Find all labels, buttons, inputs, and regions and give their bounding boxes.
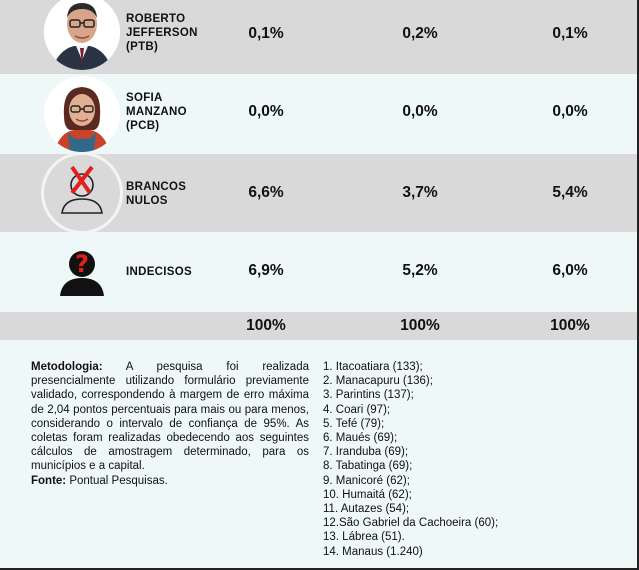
value-col-1: 0,1%	[248, 25, 284, 42]
methodology-text	[31, 360, 309, 488]
list-item: 3. Parintins (137);	[323, 389, 414, 402]
candidate-party: (PTB)	[126, 41, 159, 53]
candidate-party: (PCB)	[126, 120, 160, 132]
total-col-1: 100%	[246, 317, 286, 334]
list-item: 13. Lábrea (51).	[323, 531, 405, 544]
methodology-body: A pesquisa foi realizada presencialmente utilizando formulário previamente validado, correspondendo à margem de erro máxima de 2,04 pontos percentuais para mais ou para menos, considerando o intervalo de confiança de 95%. As coletas foram realizadas obedecendo aos seguintes cálculos de amostragem determinado, para os municípios e a capital.	[31, 361, 309, 473]
list-item: 2. Manacapuru (136);	[323, 375, 433, 388]
total-col-2: 100%	[400, 317, 440, 334]
value-col-2: 3,7%	[402, 184, 438, 201]
option-name	[126, 180, 186, 208]
candidate-name-line: MANZANO	[126, 106, 187, 118]
candidate-row-roberto-jefferson	[0, 0, 639, 74]
blank-null-row	[0, 154, 639, 232]
value-col-1: 6,9%	[248, 262, 284, 279]
crossed-person-icon	[44, 155, 120, 231]
list-item: 4. Coari (97);	[323, 403, 391, 416]
value-col-3: 6,0%	[552, 262, 588, 279]
svg-text:?: ?	[75, 250, 89, 278]
value-col-3: 0,0%	[552, 103, 588, 120]
option-name-line: BRANCOS	[126, 181, 187, 193]
list-item: 1. Itacoatiara (133);	[323, 361, 423, 373]
list-item: 12.São Gabriel da Cachoeira (60);	[323, 517, 499, 530]
question-person-icon	[44, 234, 120, 310]
candidate-name-line: JEFFERSON	[126, 27, 198, 39]
candidate-name	[126, 91, 187, 133]
list-item: 14. Manaus (1.240)	[323, 545, 423, 558]
candidate-name-line: ROBERTO	[126, 13, 186, 25]
value-col-2: 5,2%	[402, 262, 438, 279]
undecided-row	[0, 232, 639, 312]
source-text: Pontual Pesquisas.	[66, 474, 168, 487]
option-name	[126, 265, 192, 279]
option-name-line: NULOS	[126, 195, 168, 207]
value-col-1: 6,6%	[248, 184, 284, 201]
value-col-3: 5,4%	[552, 184, 588, 201]
option-name-line: INDECISOS	[126, 266, 192, 278]
list-item: 7. Iranduba (69);	[323, 446, 409, 459]
value-col-1: 0,0%	[248, 103, 284, 120]
value-col-2: 0,2%	[402, 25, 438, 42]
total-col-3: 100%	[550, 317, 590, 334]
candidate-row-sofia-manzano	[0, 74, 639, 154]
candidate-name-line: SOFIA	[126, 92, 163, 104]
list-item: 8. Tabatinga (69);	[323, 460, 413, 473]
list-item: 6. Maués (69);	[323, 432, 398, 445]
list-item: 11. Autazes (54);	[323, 503, 410, 516]
list-item: 9. Manicoré (62);	[323, 474, 410, 487]
value-col-2: 0,0%	[402, 103, 438, 120]
value-col-3: 0,1%	[552, 25, 588, 42]
methodology-footer	[0, 340, 639, 570]
list-item: 10. Humaitá (62);	[323, 488, 412, 501]
list-item: 5. Tefé (79);	[323, 417, 385, 430]
city-sample-list	[323, 360, 553, 559]
sofia-manzano-photo	[44, 76, 120, 152]
candidate-name	[126, 12, 198, 54]
methodology-label: Metodologia:	[31, 361, 103, 373]
source-label: Fonte:	[31, 474, 67, 487]
totals-row	[0, 312, 639, 340]
roberto-jefferson-photo	[44, 0, 120, 70]
